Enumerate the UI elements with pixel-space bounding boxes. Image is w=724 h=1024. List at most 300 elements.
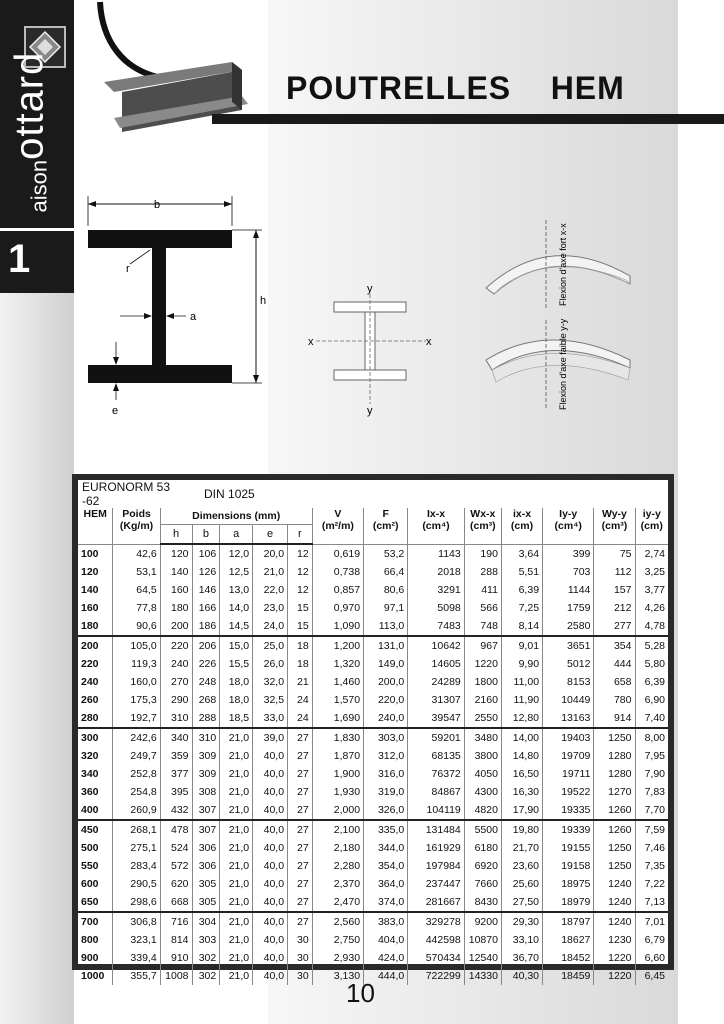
section-tab <box>0 228 74 293</box>
table-cell: 30 <box>288 949 313 967</box>
table-cell: 6,79 <box>635 931 668 949</box>
table-cell: 175,3 <box>113 691 160 709</box>
table-cell: 967 <box>464 636 501 655</box>
table-cell: 14,0 <box>220 599 253 617</box>
table-cell: 703 <box>543 563 594 581</box>
table-cell: 6,39 <box>501 581 542 599</box>
table-cell: 0,619 <box>312 544 363 563</box>
table-cell: 21 <box>288 673 313 691</box>
table-cell: 335,0 <box>364 820 408 839</box>
table-cell: 3651 <box>543 636 594 655</box>
table-row <box>78 949 668 967</box>
table-cell: 620 <box>160 875 192 893</box>
table-cell: 340 <box>160 728 192 747</box>
table-cell: 1,570 <box>312 691 363 709</box>
table-cell: 18 <box>288 655 313 673</box>
col-iyy-radius-label: iy-y <box>642 508 661 520</box>
table-cell: 6,39 <box>635 673 668 691</box>
table-cell: 7,01 <box>635 912 668 931</box>
table-cell: 39547 <box>408 709 465 728</box>
table-cell: 220 <box>160 636 192 655</box>
table-cell: 305 <box>192 893 220 912</box>
table-cell: 326,0 <box>364 801 408 820</box>
row-hem-size: 650 <box>78 893 113 912</box>
table-cell: 914 <box>594 709 635 728</box>
table-cell: 24,0 <box>253 617 288 636</box>
table-cell: 242,6 <box>113 728 160 747</box>
table-cell: 27 <box>288 893 313 912</box>
table-cell: 18627 <box>543 931 594 949</box>
table-cell: 1,930 <box>312 783 363 801</box>
table-cell: 1220 <box>464 655 501 673</box>
table-cell: 66,4 <box>364 563 408 581</box>
table-cell: 22,0 <box>253 581 288 599</box>
table-cell: 305 <box>192 875 220 893</box>
table-cell: 84867 <box>408 783 465 801</box>
table-cell: 5098 <box>408 599 465 617</box>
table-cell: 3,64 <box>501 544 542 563</box>
col-ixx <box>408 508 465 544</box>
table-cell: 24 <box>288 709 313 728</box>
table-cell: 1240 <box>594 875 635 893</box>
table-body <box>78 544 668 985</box>
table-cell: 18,0 <box>220 673 253 691</box>
table-cell: 1008 <box>160 967 192 985</box>
table-cell: 283,4 <box>113 857 160 875</box>
table-row <box>78 801 668 820</box>
table-cell: 21,0 <box>220 893 253 912</box>
din-label: DIN 1025 <box>204 487 255 501</box>
table-cell: 13163 <box>543 709 594 728</box>
table-cell: 24289 <box>408 673 465 691</box>
table-cell: 1240 <box>594 912 635 931</box>
table-cell: 2018 <box>408 563 465 581</box>
table-cell: 59201 <box>408 728 465 747</box>
col-hem-label: HEM <box>83 508 107 520</box>
table-cell: 40,0 <box>253 931 288 949</box>
col-ixx-label: Ix-x <box>426 508 446 520</box>
table-cell: 40,0 <box>253 949 288 967</box>
table-cell: 21,0 <box>220 783 253 801</box>
table-cell: 2,180 <box>312 839 363 857</box>
col-poids <box>113 508 160 544</box>
table-cell: 15,0 <box>220 636 253 655</box>
table-cell: 21,0 <box>220 912 253 931</box>
table-cell: 1280 <box>594 747 635 765</box>
table-cell: 4820 <box>464 801 501 820</box>
table-cell: 1230 <box>594 931 635 949</box>
axis-y-bottom: y <box>367 405 373 417</box>
table-cell: 160 <box>160 581 192 599</box>
table-cell: 304 <box>192 912 220 931</box>
table-row <box>78 636 668 655</box>
table-cell: 424,0 <box>364 949 408 967</box>
table-cell: 3480 <box>464 728 501 747</box>
col-hem <box>78 508 113 544</box>
table-cell: 119,3 <box>113 655 160 673</box>
table-cell: 374,0 <box>364 893 408 912</box>
table-row <box>78 673 668 691</box>
table-cell: 288 <box>464 563 501 581</box>
table-cell: 329278 <box>408 912 465 931</box>
label-a: a <box>190 311 197 323</box>
table-cell: 722299 <box>408 967 465 985</box>
table-cell: 310 <box>192 728 220 747</box>
table-row <box>78 655 668 673</box>
col-iyy-label: Iy-y <box>559 508 578 520</box>
table-cell: 1280 <box>594 765 635 783</box>
table-cell: 399 <box>543 544 594 563</box>
table-cell: 2,370 <box>312 875 363 893</box>
table-cell: 149,0 <box>364 655 408 673</box>
table-cell: 309 <box>192 765 220 783</box>
table-cell: 1,830 <box>312 728 363 747</box>
table-cell: 302 <box>192 949 220 967</box>
table-cell: 307 <box>192 820 220 839</box>
brand-main: ottard <box>7 51 52 160</box>
table-cell: 27 <box>288 765 313 783</box>
table-cell: 572 <box>160 857 192 875</box>
table-cell: 2,560 <box>312 912 363 931</box>
table-cell: 308 <box>192 783 220 801</box>
table-cell: 32,5 <box>253 691 288 709</box>
table-cell: 1260 <box>594 801 635 820</box>
table-cell: 1250 <box>594 728 635 747</box>
table-cell: 4,78 <box>635 617 668 636</box>
table-cell: 23,0 <box>253 599 288 617</box>
axis-x-right: x <box>426 336 432 348</box>
row-hem-size: 140 <box>81 584 99 596</box>
table-cell: 1,900 <box>312 765 363 783</box>
table-cell: 7,90 <box>635 765 668 783</box>
table-cell: 105,0 <box>113 636 160 655</box>
table-cell: 302 <box>192 967 220 985</box>
table-cell: 131,0 <box>364 636 408 655</box>
table-cell: 237447 <box>408 875 465 893</box>
table-cell: 15,5 <box>220 655 253 673</box>
table-cell: 3,130 <box>312 967 363 985</box>
table-cell: 3291 <box>408 581 465 599</box>
table-cell: 303 <box>192 931 220 949</box>
table-cell: 23,60 <box>501 857 542 875</box>
table-cell: 19403 <box>543 728 594 747</box>
table-row <box>78 912 668 931</box>
table-cell: 432 <box>160 801 192 820</box>
table-row <box>78 857 668 875</box>
row-hem-size: 240 <box>81 676 99 688</box>
table-cell: 212 <box>594 599 635 617</box>
table-cell: 21,0 <box>220 967 253 985</box>
table-cell: 21,0 <box>220 857 253 875</box>
table-cell: 76372 <box>408 765 465 783</box>
table-cell: 90,6 <box>113 617 160 636</box>
table-cell: 200,0 <box>364 673 408 691</box>
table-cell: 206 <box>192 636 220 655</box>
table-cell: 21,0 <box>220 931 253 949</box>
table-cell: 11,90 <box>501 691 542 709</box>
table-row <box>78 820 668 839</box>
col-f-unit: (cm²) <box>372 520 399 532</box>
table-cell: 277 <box>594 617 635 636</box>
col-wyy-label: Wy-y <box>602 508 627 520</box>
table-cell: 112 <box>594 563 635 581</box>
table-cell: 14330 <box>464 967 501 985</box>
right-margin <box>678 0 724 1024</box>
table-cell: 11,00 <box>501 673 542 691</box>
table-cell: 10449 <box>543 691 594 709</box>
table-cell: 3,77 <box>635 581 668 599</box>
col-v-label: V <box>334 508 342 520</box>
table-cell: 30 <box>288 931 313 949</box>
row-hem-size: 100 <box>81 547 99 560</box>
table-cell: 364,0 <box>364 875 408 893</box>
table-cell: 1,090 <box>312 617 363 636</box>
table-cell: 6920 <box>464 857 501 875</box>
table-cell: 6,90 <box>635 691 668 709</box>
table-cell: 131484 <box>408 820 465 839</box>
dim-a: a <box>220 525 253 545</box>
col-ixx-radius-unit: (cm) <box>510 520 534 532</box>
table-cell: 8,00 <box>635 728 668 747</box>
table-cell: 307 <box>192 801 220 820</box>
col-f <box>364 508 408 544</box>
table-cell: 120 <box>160 544 192 563</box>
table-cell: 1,320 <box>312 655 363 673</box>
table-cell: 1759 <box>543 599 594 617</box>
table-cell: 180 <box>160 599 192 617</box>
table-cell: 7,59 <box>635 820 668 839</box>
table-cell: 40,0 <box>253 839 288 857</box>
row-hem-size: 1000 <box>81 970 105 982</box>
row-hem-size: 800 <box>81 934 99 946</box>
table-cell: 9,90 <box>501 655 542 673</box>
table-cell: 570434 <box>408 949 465 967</box>
table-cell: 0,857 <box>312 581 363 599</box>
table-cell: 252,8 <box>113 765 160 783</box>
table-row <box>78 563 668 581</box>
table-cell: 14,80 <box>501 747 542 765</box>
table-cell: 42,6 <box>113 544 160 563</box>
table-cell: 4,26 <box>635 599 668 617</box>
table-cell: 12 <box>288 563 313 581</box>
table-cell: 354,0 <box>364 857 408 875</box>
table-cell: 15 <box>288 617 313 636</box>
table-cell: 40,0 <box>253 765 288 783</box>
table-cell: 5,80 <box>635 655 668 673</box>
col-wyy <box>594 508 635 544</box>
table-cell: 7,40 <box>635 709 668 728</box>
table-cell: 25,0 <box>253 636 288 655</box>
table-cell: 18,5 <box>220 709 253 728</box>
table-cell: 1143 <box>408 544 465 563</box>
table-cell: 3800 <box>464 747 501 765</box>
table-cell: 21,0 <box>253 563 288 581</box>
table-cell: 2,000 <box>312 801 363 820</box>
table-cell: 40,0 <box>253 801 288 820</box>
table-cell: 40,0 <box>253 893 288 912</box>
table-cell: 64,5 <box>113 581 160 599</box>
table-cell: 7,70 <box>635 801 668 820</box>
table-cell: 27 <box>288 912 313 931</box>
table-cell: 27 <box>288 875 313 893</box>
table-cell: 36,70 <box>501 949 542 967</box>
table-cell: 9,01 <box>501 636 542 655</box>
table-row <box>78 875 668 893</box>
table-cell: 303,0 <box>364 728 408 747</box>
table-cell: 15 <box>288 599 313 617</box>
table-cell: 268 <box>192 691 220 709</box>
table-cell: 7,22 <box>635 875 668 893</box>
table-cell: 240 <box>160 655 192 673</box>
table-cell: 104119 <box>408 801 465 820</box>
table-cell: 442598 <box>408 931 465 949</box>
table-cell: 39,0 <box>253 728 288 747</box>
table-cell: 40,0 <box>253 967 288 985</box>
table-cell: 26,0 <box>253 655 288 673</box>
table-cell: 40,0 <box>253 875 288 893</box>
table-cell: 260,9 <box>113 801 160 820</box>
table-cell: 53,1 <box>113 563 160 581</box>
table-cell: 288 <box>192 709 220 728</box>
table-cell: 14,00 <box>501 728 542 747</box>
table-cell: 12 <box>288 581 313 599</box>
table-cell: 1144 <box>543 581 594 599</box>
col-ixx-unit: (cm⁴) <box>422 520 450 532</box>
table-cell: 5012 <box>543 655 594 673</box>
table-cell: 18459 <box>543 967 594 985</box>
table-cell: 32,0 <box>253 673 288 691</box>
table-cell: 306 <box>192 857 220 875</box>
row-hem-size: 300 <box>81 732 99 744</box>
table-cell: 8,14 <box>501 617 542 636</box>
table-cell: 7,83 <box>635 783 668 801</box>
table-cell: 33,0 <box>253 709 288 728</box>
profile-table-container <box>78 480 668 982</box>
axis-x-left: x <box>308 336 314 348</box>
table-cell: 113,0 <box>364 617 408 636</box>
col-wxx <box>464 508 501 544</box>
col-ixx-radius <box>501 508 542 544</box>
table-cell: 254,8 <box>113 783 160 801</box>
table-cell: 668 <box>160 893 192 912</box>
table-cell: 444 <box>594 655 635 673</box>
table-cell: 1220 <box>594 967 635 985</box>
table-cell: 12,0 <box>220 544 253 563</box>
table-cell: 12,5 <box>220 563 253 581</box>
table-cell: 7,95 <box>635 747 668 765</box>
col-iyy-unit: (cm⁴) <box>554 520 582 532</box>
table-cell: 75 <box>594 544 635 563</box>
row-hem-size: 180 <box>78 617 113 636</box>
col-dimensions: Dimensions (mm) <box>160 508 312 525</box>
table-cell: 13,0 <box>220 581 253 599</box>
table-cell: 240,0 <box>364 709 408 728</box>
table-cell: 19155 <box>543 839 594 857</box>
table-cell: 1250 <box>594 839 635 857</box>
table-cell: 27 <box>288 783 313 801</box>
table-cell: 2550 <box>464 709 501 728</box>
table-cell: 306,8 <box>113 912 160 931</box>
flexion-x-label: Flexion d'axe fort x-x <box>558 223 568 306</box>
table-cell: 19,80 <box>501 820 542 839</box>
table-cell: 21,70 <box>501 839 542 857</box>
col-wyy-unit: (cm³) <box>601 520 628 532</box>
table-cell: 17,90 <box>501 801 542 820</box>
table-cell: 157 <box>594 581 635 599</box>
table-cell: 0,970 <box>312 599 363 617</box>
table-cell: 126 <box>192 563 220 581</box>
table-cell: 40,0 <box>253 912 288 931</box>
table-cell: 14605 <box>408 655 465 673</box>
row-hem-size: 700 <box>81 916 99 928</box>
table-cell: 8430 <box>464 893 501 912</box>
table-cell: 31307 <box>408 691 465 709</box>
dim-b: b <box>192 525 220 545</box>
col-v <box>312 508 363 544</box>
table-cell: 40,30 <box>501 967 542 985</box>
table-cell: 359 <box>160 747 192 765</box>
table-cell: 312,0 <box>364 747 408 765</box>
table-cell: 12,80 <box>501 709 542 728</box>
table-cell: 566 <box>464 599 501 617</box>
table-cell: 166 <box>192 599 220 617</box>
col-wxx-unit: (cm³) <box>470 520 496 532</box>
col-poids-label: Poids <box>122 508 151 520</box>
title-underline <box>212 114 724 124</box>
table-cell: 21,0 <box>220 747 253 765</box>
table-cell: 306 <box>192 839 220 857</box>
table-cell: 30 <box>288 967 313 985</box>
table-cell: 344,0 <box>364 839 408 857</box>
table-cell: 226 <box>192 655 220 673</box>
table-cell: 1,460 <box>312 673 363 691</box>
table-cell: 290 <box>160 691 192 709</box>
table-cell: 40,0 <box>253 783 288 801</box>
table-cell: 16,50 <box>501 765 542 783</box>
table-cell: 716 <box>160 912 192 931</box>
table-cell: 2,930 <box>312 949 363 967</box>
table-cell: 383,0 <box>364 912 408 931</box>
table-cell: 2580 <box>543 617 594 636</box>
table-cell: 395 <box>160 783 192 801</box>
table-cell: 316,0 <box>364 765 408 783</box>
table-cell: 21,0 <box>220 949 253 967</box>
table-cell: 377 <box>160 765 192 783</box>
table-cell: 40,0 <box>253 857 288 875</box>
table-cell: 4300 <box>464 783 501 801</box>
table-cell: 27 <box>288 857 313 875</box>
table-cell: 7483 <box>408 617 465 636</box>
col-v-unit: (m²/m) <box>321 520 354 532</box>
col-iyy-radius <box>635 508 668 544</box>
table-cell: 19335 <box>543 801 594 820</box>
flexion-y-label: Flexion d'axe faible y-y <box>558 318 568 410</box>
col-iyy <box>543 508 594 544</box>
table-row <box>78 728 668 747</box>
table-cell: 24 <box>288 691 313 709</box>
table-cell: 27 <box>288 801 313 820</box>
table-row <box>78 617 668 636</box>
table-cell: 12540 <box>464 949 501 967</box>
table-cell: 19158 <box>543 857 594 875</box>
row-hem-size: 340 <box>81 768 99 780</box>
table-cell: 0,738 <box>312 563 363 581</box>
section-number: 1 <box>8 237 31 281</box>
table-cell: 2,470 <box>312 893 363 912</box>
table-cell: 10642 <box>408 636 465 655</box>
table-row <box>78 839 668 857</box>
table-cell: 77,8 <box>113 599 160 617</box>
